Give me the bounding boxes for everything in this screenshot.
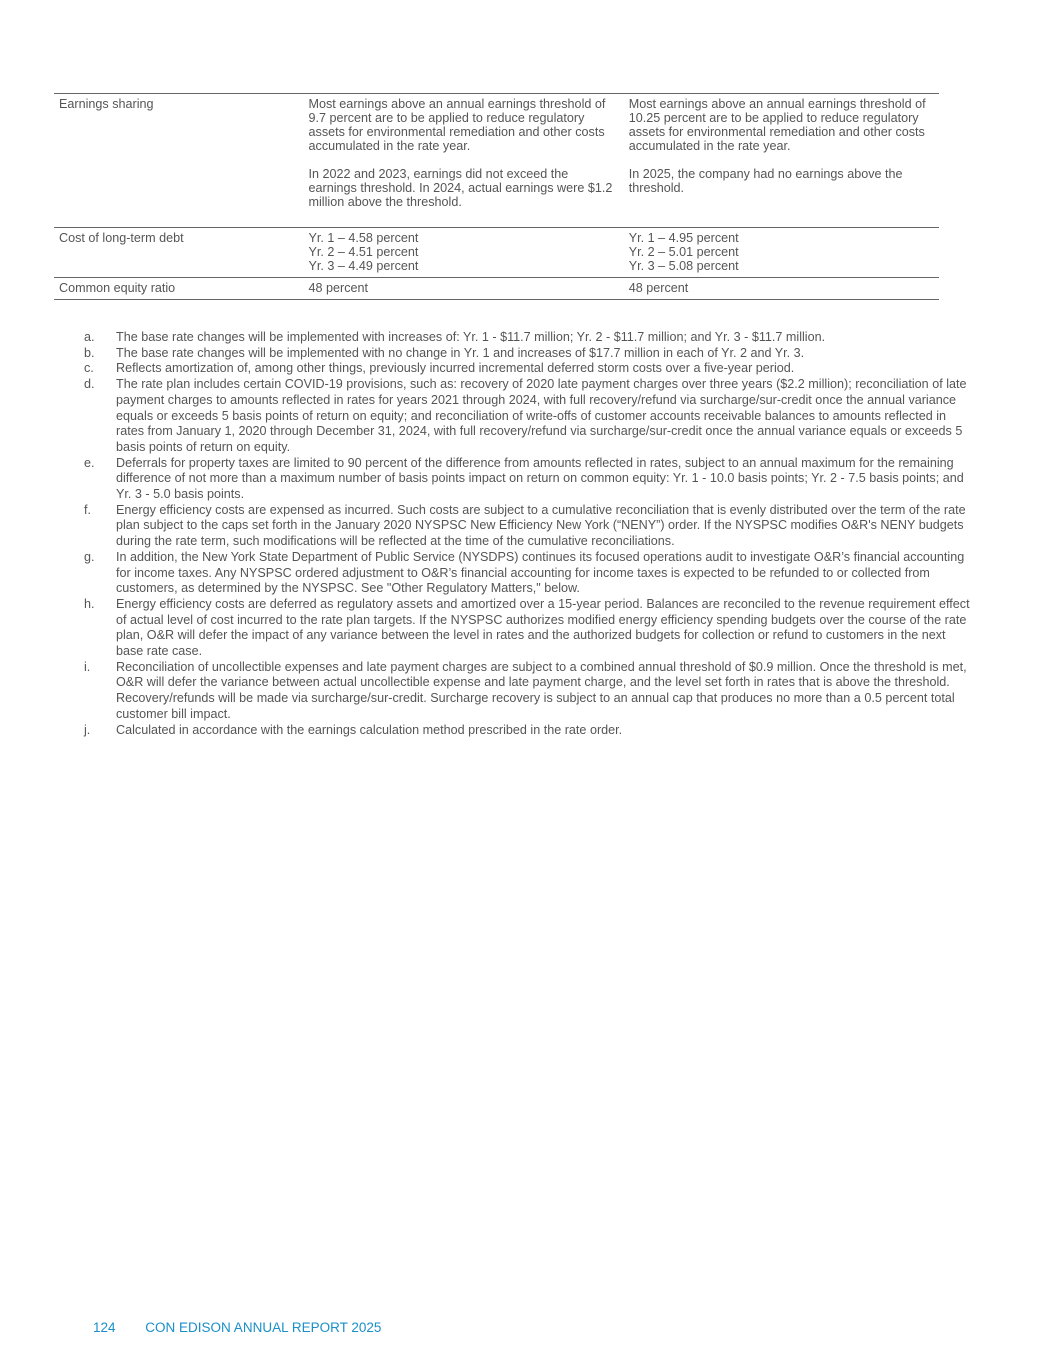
footnote-text: The base rate changes will be implemented with increases of: Yr. 1 - $11.7 million; Yr. 2 - $11.7 million; and Yr. 3 - $11.7 million. (116, 330, 826, 344)
footnote-g (84, 550, 974, 597)
page-footer (93, 1320, 381, 1335)
footnote-text: In addition, the New York State Department of Public Service (NYSDPS) continues its focused operations audit to investigate O&R’s financial accounting for income taxes. Any NYSPSC ordered adjustment to O&R’s financial accounting for income taxes is expected to be refunded to or collected from customers, as determined by the NYSPSC. See "Other Regulatory Matters," below. (116, 549, 965, 596)
table-row-common-equity (54, 278, 939, 300)
footnote-text: The base rate changes will be implemented with no change in Yr. 1 and increases of $17.7 million in each of Yr. 2 and Yr. 3. (116, 345, 805, 360)
footnote-c (84, 361, 974, 377)
footnote-text: Deferrals for property taxes are limited to 90 percent of the difference from amounts reflected in rates, subject to an annual maximum for the remaining difference of not more than a maximum number of basis points impact on return on common equity: Yr. 1 - 10.0 basis points; Yr. 2 - 7.5 basis points; and Yr. 3 - 5.0 basis points. (116, 455, 964, 502)
row-label: Earnings sharing (54, 94, 304, 228)
cell-current-plan (624, 94, 939, 228)
footnote-h (84, 597, 974, 660)
rate-plan-table (54, 93, 939, 300)
footnote-label: c. (84, 361, 94, 376)
footnote-label: d. (84, 377, 95, 392)
footnote-b (84, 346, 974, 362)
page-number: 124 (93, 1320, 116, 1335)
footnote-label: h. (84, 596, 95, 611)
footnote-j (84, 723, 974, 739)
row-label: Cost of long-term debt (54, 228, 304, 278)
cell-prior-plan (304, 94, 624, 228)
footnote-f (84, 503, 974, 550)
footnote-text: Energy efficiency costs are deferred as regulatory assets and amortized over a 15-year period. Balances are reconciled to the revenue requirement effect of actual level of cost incurred to the rate plan targets. If the NYSPSC authorizes modified energy efficiency spending budgets over the course of the rate plan, O&R will defer the impact of any variance between the level in rates and the authorized budgets for collection or refund to customers in the next base rate case. (116, 596, 970, 659)
footnote-text: The rate plan includes certain COVID-19 provisions, such as: recovery of 2020 late payment charges over three years ($2.2 million); reconciliation of late payment charges to amounts reflected in rates for years 2021 through 2024, with full recovery/refund via surcharge/sur-credit once the annual variance equals or exceeds 5 basis points of return on equity; and reconciliation of write-offs of customer accounts receivable balances to amounts reflected in rates from January 1, 2020 through December 31, 2024, with full recovery/refund via surcharge/sur-credit once the annual variance equals or exceeds 5 basis points of return on equity. (116, 377, 967, 454)
row-label: Common equity ratio (54, 278, 304, 300)
cell-line: Yr. 2 – 4.51 percent (308, 245, 419, 259)
cell-line: Yr. 1 – 4.58 percent (308, 231, 419, 245)
cell-line: Yr. 1 – 4.95 percent (628, 231, 739, 245)
footnotes-list (84, 330, 974, 738)
footnote-label: i. (84, 659, 91, 674)
footnote-label: f. (84, 502, 91, 517)
footnote-label: b. (84, 345, 95, 360)
footnote-label: a. (84, 330, 95, 344)
cell-line: Yr. 3 – 4.49 percent (308, 259, 419, 273)
cell-paragraph: Most earnings above an annual earnings threshold of 10.25 percent are to be applied to reduce regulatory assets for environmental remediation and other costs accumulated in the rate year. (628, 97, 926, 153)
footnote-d (84, 377, 974, 456)
footnote-text: Calculated in accordance with the earnings calculation method prescribed in the rate order. (116, 722, 623, 737)
footnote-label: j. (84, 722, 91, 737)
cell-line: Yr. 3 – 5.08 percent (628, 259, 739, 273)
cell-prior-plan: 48 percent (304, 278, 624, 300)
cell-current-plan: 48 percent (624, 278, 939, 300)
footnote-label: e. (84, 455, 95, 470)
cell-paragraph: Most earnings above an annual earnings threshold of 9.7 percent are to be applied to reduce regulatory assets for environmental remediation and other costs accumulated in the rate year. (308, 97, 606, 153)
footnote-i (84, 660, 974, 723)
cell-line: Yr. 2 – 5.01 percent (628, 245, 739, 259)
cell-prior-plan (304, 228, 624, 278)
footnote-a (84, 330, 974, 346)
table-row-cost-of-debt (54, 228, 939, 278)
footnote-text: Reconciliation of uncollectible expenses and late payment charges are subject to a combined annual threshold of $0.9 million. Once the threshold is met, O&R will defer the variance between actual uncollectible expense and late payment charge, and the level set forth in rates that is above the threshold. Recovery/refunds will be made via surcharge/sur-credit. Surcharge recovery is subject to an annual cap that produces no more than a 0.5 percent total customer bill impact. (116, 659, 967, 721)
cell-paragraph: In 2022 and 2023, earnings did not exceed the earnings threshold. In 2024, actual earnings were $1.2 million above the threshold. (308, 167, 613, 209)
footnote-e (84, 456, 974, 503)
footnote-text: Reflects amortization of, among other things, previously incurred incremental deferred storm costs over a five-year period. (116, 361, 795, 376)
cell-current-plan (624, 228, 939, 278)
footnote-text: Energy efficiency costs are expensed as incurred. Such costs are subject to a cumulative reconciliation that is evenly distributed over the term of the rate plan subject to the caps set forth in the January 2020 NYSPSC New Efficiency New York (“NENY”) order. If the NYSPSC modifies O&R's NENY budgets during the rate term, such modifications will be reflected at the time of the cumulative reconciliations. (116, 502, 966, 549)
report-title: CON EDISON ANNUAL REPORT 2025 (145, 1320, 382, 1335)
footnote-label: g. (84, 549, 95, 564)
table-row-earnings-sharing (54, 94, 939, 228)
cell-paragraph: In 2025, the company had no earnings above the threshold. (628, 167, 903, 195)
